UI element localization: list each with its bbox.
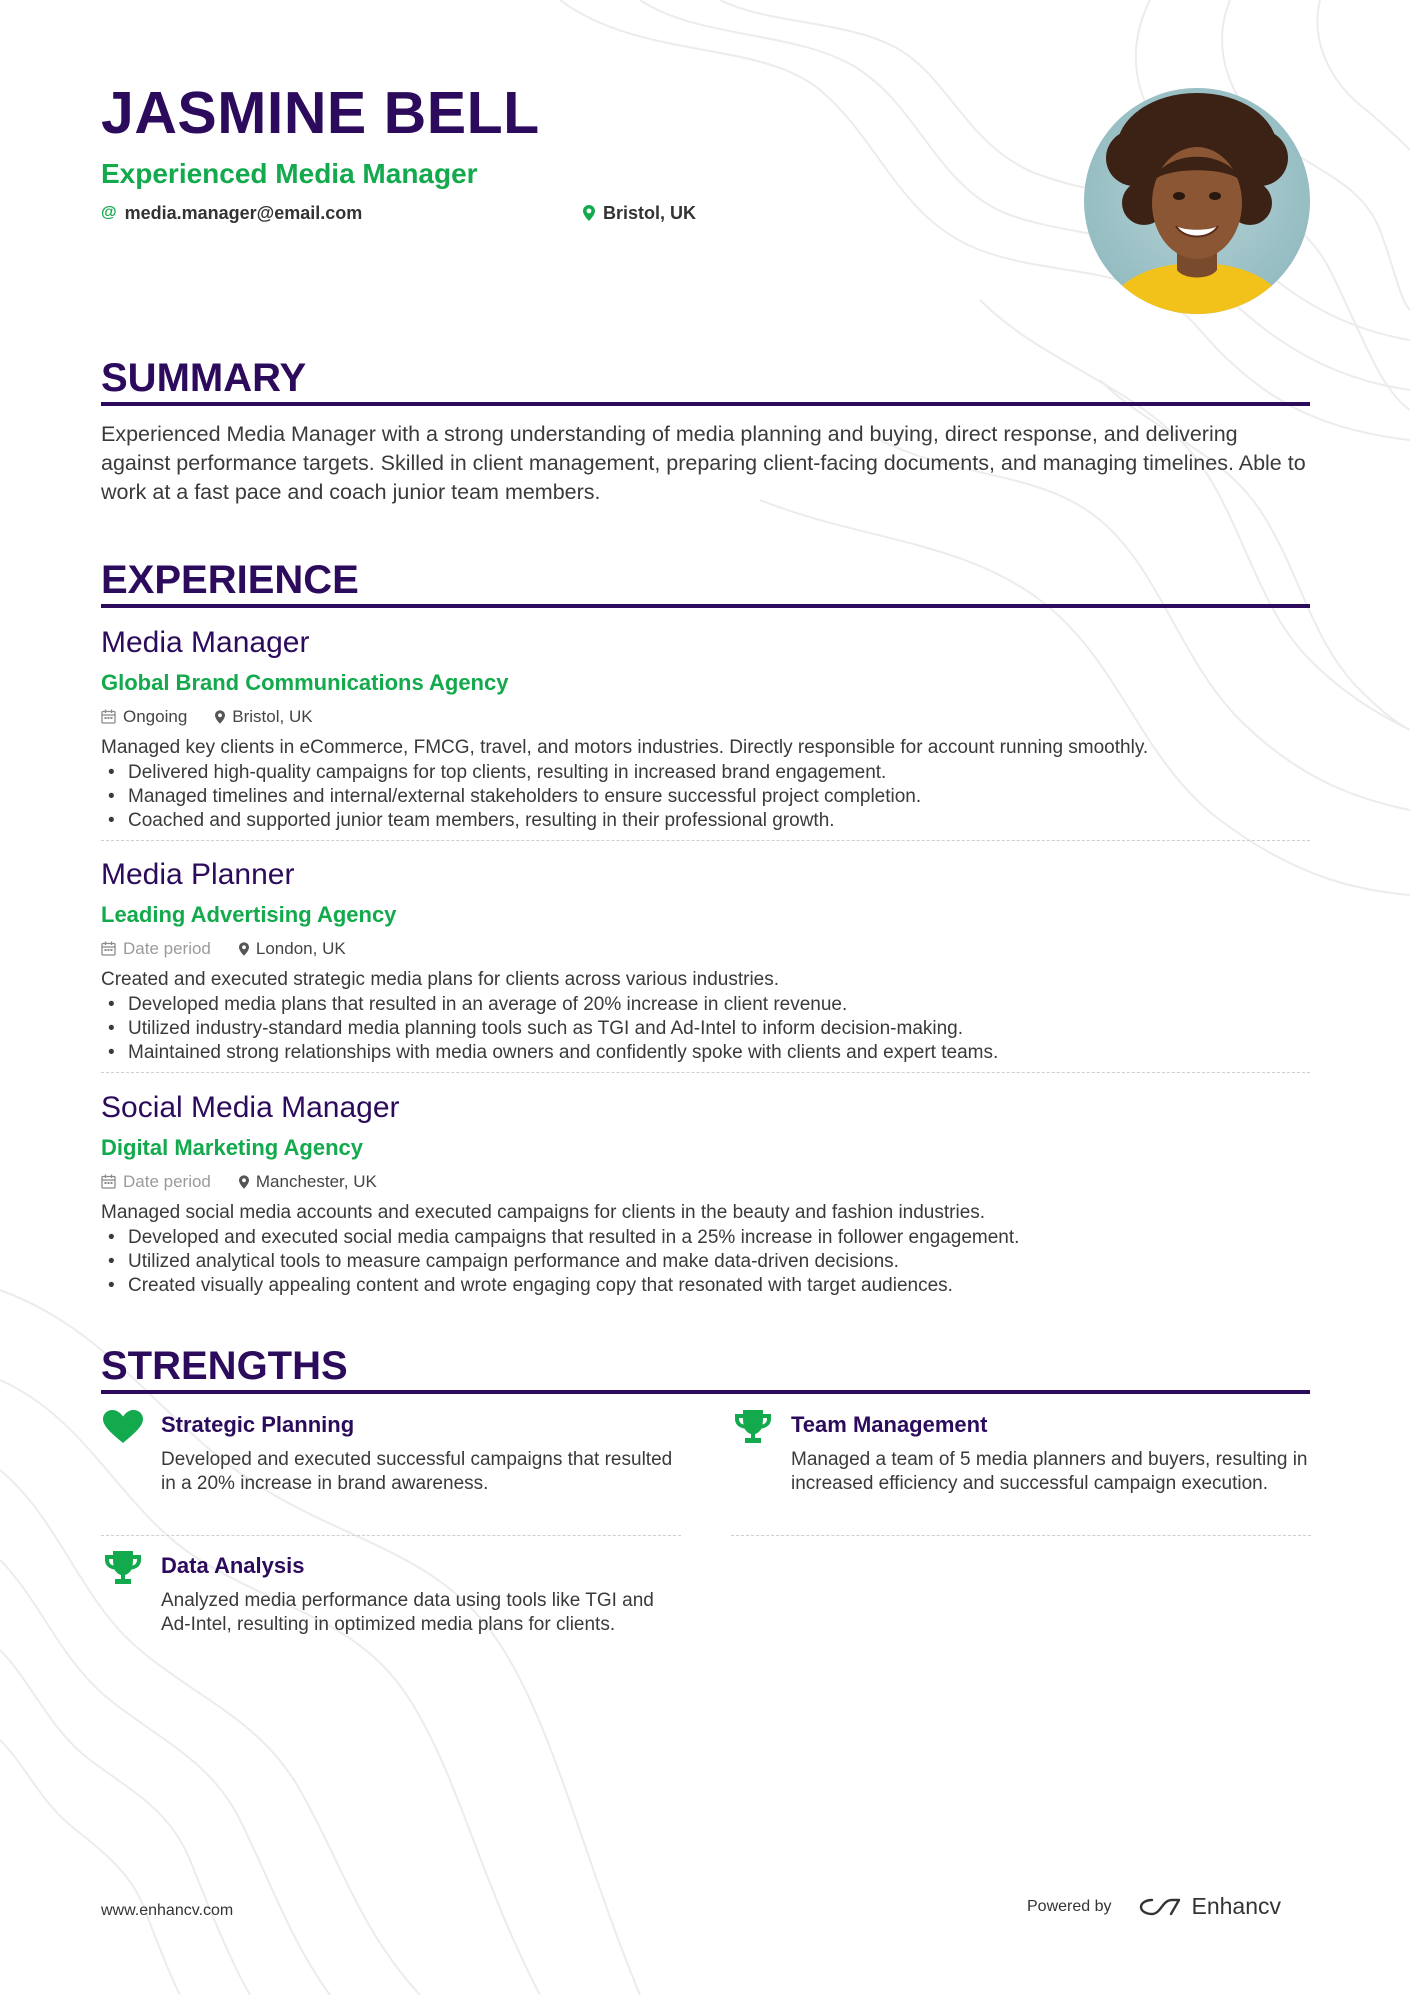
heart-icon	[101, 1410, 145, 1446]
strengths-heading: STRENGTHS	[101, 1344, 348, 1388]
calendar-icon	[101, 1174, 116, 1189]
job-company: Global Brand Communications Agency	[101, 670, 509, 695]
candidate-name: JASMINE BELL	[101, 80, 540, 146]
list-item: • Maintained strong relationships with media owners and confidently spoke with clients and expert teams.	[101, 1041, 1310, 1065]
divider	[101, 1072, 1310, 1073]
experience-rule	[101, 604, 1310, 608]
job-entry	[101, 860, 1310, 1065]
list-item: • Developed media plans that resulted in an average of 20% increase in client revenue.	[101, 993, 1310, 1017]
footer-branding	[1027, 1895, 1281, 1918]
job-description: Managed social media accounts and executed campaigns for clients in the beauty and fashion industries.	[101, 1202, 986, 1223]
powered-by-label: Powered by	[1027, 1897, 1112, 1915]
job-bullets	[101, 1226, 1310, 1298]
list-item: • Utilized industry-standard media planning tools such as TGI and Ad-Intel to inform decision-making.	[101, 1017, 1310, 1041]
profile-photo	[1084, 88, 1310, 314]
experience-heading: EXPERIENCE	[101, 558, 359, 602]
calendar-icon	[101, 941, 116, 956]
job-location: Bristol, UK	[215, 708, 312, 725]
job-description: Managed key clients in eCommerce, FMCG, travel, and motors industries. Directly responsible for account running smoothly.	[101, 737, 1149, 758]
job-date: Ongoing	[101, 708, 187, 725]
divider	[731, 1535, 1311, 1536]
map-pin-icon	[215, 710, 225, 724]
job-title: Social Media Manager	[101, 1091, 400, 1124]
calendar-icon	[101, 709, 116, 724]
email-text: media.manager@email.com	[124, 203, 363, 223]
job-entry	[101, 1093, 1310, 1298]
strength-title: Strategic Planning	[161, 1412, 355, 1437]
map-pin-icon	[239, 942, 249, 956]
summary-rule	[101, 402, 1310, 406]
summary-heading: SUMMARY	[101, 356, 307, 400]
enhancv-logo-icon	[1138, 1896, 1184, 1918]
strengths-rule	[101, 1390, 1310, 1394]
location-text: Bristol, UK	[603, 203, 697, 223]
brand-logo[interactable]	[1138, 1895, 1282, 1918]
strength-description: Developed and executed successful campaigns that resulted in a 20% increase in brand awareness.	[161, 1449, 673, 1494]
list-item: • Created visually appealing content and wrote engaging copy that resonated with target audiences.	[101, 1274, 1310, 1298]
job-company: Digital Marketing Agency	[101, 1135, 364, 1160]
strength-title: Data Analysis	[161, 1553, 305, 1578]
map-pin-icon	[239, 1175, 249, 1189]
job-description: Created and executed strategic media plans for clients across various industries.	[101, 969, 780, 990]
job-bullets	[101, 993, 1310, 1065]
trophy-icon	[731, 1410, 775, 1446]
list-item: • Utilized analytical tools to measure campaign performance and make data-driven decisions.	[101, 1250, 1310, 1274]
list-item: • Developed and executed social media campaigns that resulted in a 25% increase in follower engagement.	[101, 1226, 1310, 1250]
strength-description: Analyzed media performance data using tools like TGI and Ad-Intel, resulting in optimized media plans for clients.	[161, 1590, 654, 1635]
job-title: Media Manager	[101, 626, 310, 659]
job-location: London, UK	[239, 940, 346, 957]
divider	[101, 840, 1310, 841]
strength-title: Team Management	[791, 1412, 988, 1437]
list-item: • Delivered high-quality campaigns for top clients, resulting in increased brand engagement.	[101, 761, 1310, 785]
contact-email[interactable]	[101, 204, 362, 222]
job-title: Media Planner	[101, 858, 295, 891]
job-company: Leading Advertising Agency	[101, 902, 397, 927]
job-meta	[101, 708, 1310, 725]
candidate-title: Experienced Media Manager	[101, 158, 478, 189]
summary-text: Experienced Media Manager with a strong understanding of media planning and buying, direct response, and delivering against performance targets. Skilled in client management, preparing client-facing documents, and managing timelines. Able to work at a fast pace and coach junior team members.	[101, 422, 1306, 504]
divider	[101, 1535, 681, 1536]
job-location: Manchester, UK	[239, 1173, 377, 1190]
contact-location	[583, 204, 696, 222]
job-date: Date period	[101, 1173, 211, 1190]
list-item: • Managed timelines and internal/external stakeholders to ensure successful project completion.	[101, 785, 1310, 809]
job-meta	[101, 1173, 1310, 1190]
trophy-icon	[101, 1551, 145, 1587]
job-date: Date period	[101, 940, 211, 957]
at-icon: @	[101, 204, 117, 221]
footer-website[interactable]: www.enhancv.com	[101, 1902, 234, 1919]
list-item: • Coached and supported junior team members, resulting in their professional growth.	[101, 809, 1310, 833]
strength-description: Managed a team of 5 media planners and buyers, resulting in increased efficiency and successful campaign execution.	[791, 1449, 1308, 1494]
job-entry	[101, 628, 1310, 833]
job-bullets	[101, 761, 1310, 833]
job-meta	[101, 940, 1310, 957]
brand-name: Enhancv	[1191, 1893, 1282, 1919]
map-pin-icon	[583, 205, 595, 221]
